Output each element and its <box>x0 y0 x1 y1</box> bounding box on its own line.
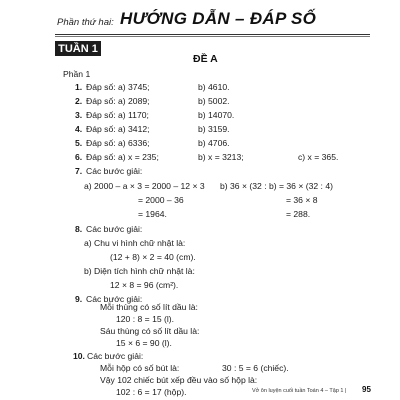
q9-line-2: Sáu thùng có số lít dầu là: <box>100 326 200 336</box>
exam-title: ĐỀ A <box>193 53 218 65</box>
q7-a-line-1: a) 2000 – a × 3 = 2000 – 12 × 3 <box>84 181 205 191</box>
q8-b-label: b) Diện tích hình chữ nhật là: <box>84 266 195 276</box>
q9-calc-1: 120 : 8 = 15 (l). <box>116 314 175 324</box>
footer-text: Vở ôn luyện cuối tuần Toán 4 – Tập 1 | <box>252 388 347 394</box>
header-rule-2 <box>55 36 370 37</box>
question-number: 4. <box>75 124 83 134</box>
q10-line-2: Vậy 102 chiếc bút xếp đều vào số hộp là: <box>100 375 258 385</box>
part-heading: Phần 1 <box>63 69 91 79</box>
q9-line-1: Mỗi thùng có số lít dầu là: <box>100 302 198 312</box>
steps-heading: Các bước giải: <box>86 166 143 176</box>
question-number: 3. <box>75 110 83 120</box>
q10-calc-2: 102 : 6 = 17 (hộp). <box>116 387 187 397</box>
q10-number-visible: 10. <box>73 351 85 361</box>
question-number: 2. <box>75 96 83 106</box>
answer-right: b) 4706. <box>198 138 230 148</box>
question-number: 1. <box>75 82 83 92</box>
q7-a-line-2: = 2000 – 36 <box>138 195 184 205</box>
question-number: 8. <box>75 224 83 234</box>
answer-left: Đáp số: a) 2089; <box>86 96 150 106</box>
q7-b-line-1: b) 36 × (32 : b) = 36 × (32 : 4) <box>220 181 333 191</box>
q10-steps-heading: Các bước giải: <box>87 351 144 361</box>
answer-right: b) 4610. <box>198 82 230 92</box>
answer-left: Đáp số: a) x = 235; <box>86 152 159 162</box>
header-rule <box>55 34 370 35</box>
question-number: 7. <box>75 166 83 176</box>
q7-a-line-3: = 1964. <box>138 209 167 219</box>
answer-right: b) 14070. <box>198 110 235 120</box>
steps-heading: Các bước giải: <box>86 224 143 234</box>
answer-mid: b) x = 3213; <box>198 152 244 162</box>
header-part-label: Phần thứ hai: <box>57 17 114 28</box>
question-number: 5. <box>75 138 83 148</box>
answer-right: b) 5002. <box>198 96 230 106</box>
answer-right: b) 3159. <box>198 124 230 134</box>
question-number: 6. <box>75 152 83 162</box>
q8-a-label: a) Chu vi hình chữ nhật là: <box>84 238 186 248</box>
q8-a-calc: (12 + 8) × 2 = 40 (cm). <box>110 252 196 262</box>
page-title: HƯỚNG DẪN – ĐÁP SỐ <box>120 9 317 28</box>
q7-b-line-2: = 36 × 8 <box>286 195 318 205</box>
q9-calc-2: 15 × 6 = 90 (l). <box>116 338 172 348</box>
week-tab: TUẦN 1 <box>55 41 101 56</box>
q7-b-line-3: = 288. <box>286 209 311 219</box>
q8-b-calc: 12 × 8 = 96 (cm²). <box>110 280 179 290</box>
q10-calc-1: 30 : 5 = 6 (chiếc). <box>222 363 289 373</box>
steps-heading: Các bước giải: <box>86 294 143 304</box>
q10-line-1: Mỗi hộp có số bút là: <box>100 363 180 373</box>
answer-left: Đáp số: a) 1170; <box>86 110 149 120</box>
answer-left: Đáp số: a) 3745; <box>86 82 150 92</box>
page-number: 95 <box>362 385 371 394</box>
answer-right: c) x = 365. <box>298 152 339 162</box>
answer-left: Đáp số: a) 6336; <box>86 138 150 148</box>
question-number: 9. <box>75 294 83 304</box>
answer-left: Đáp số: a) 3412; <box>86 124 150 134</box>
